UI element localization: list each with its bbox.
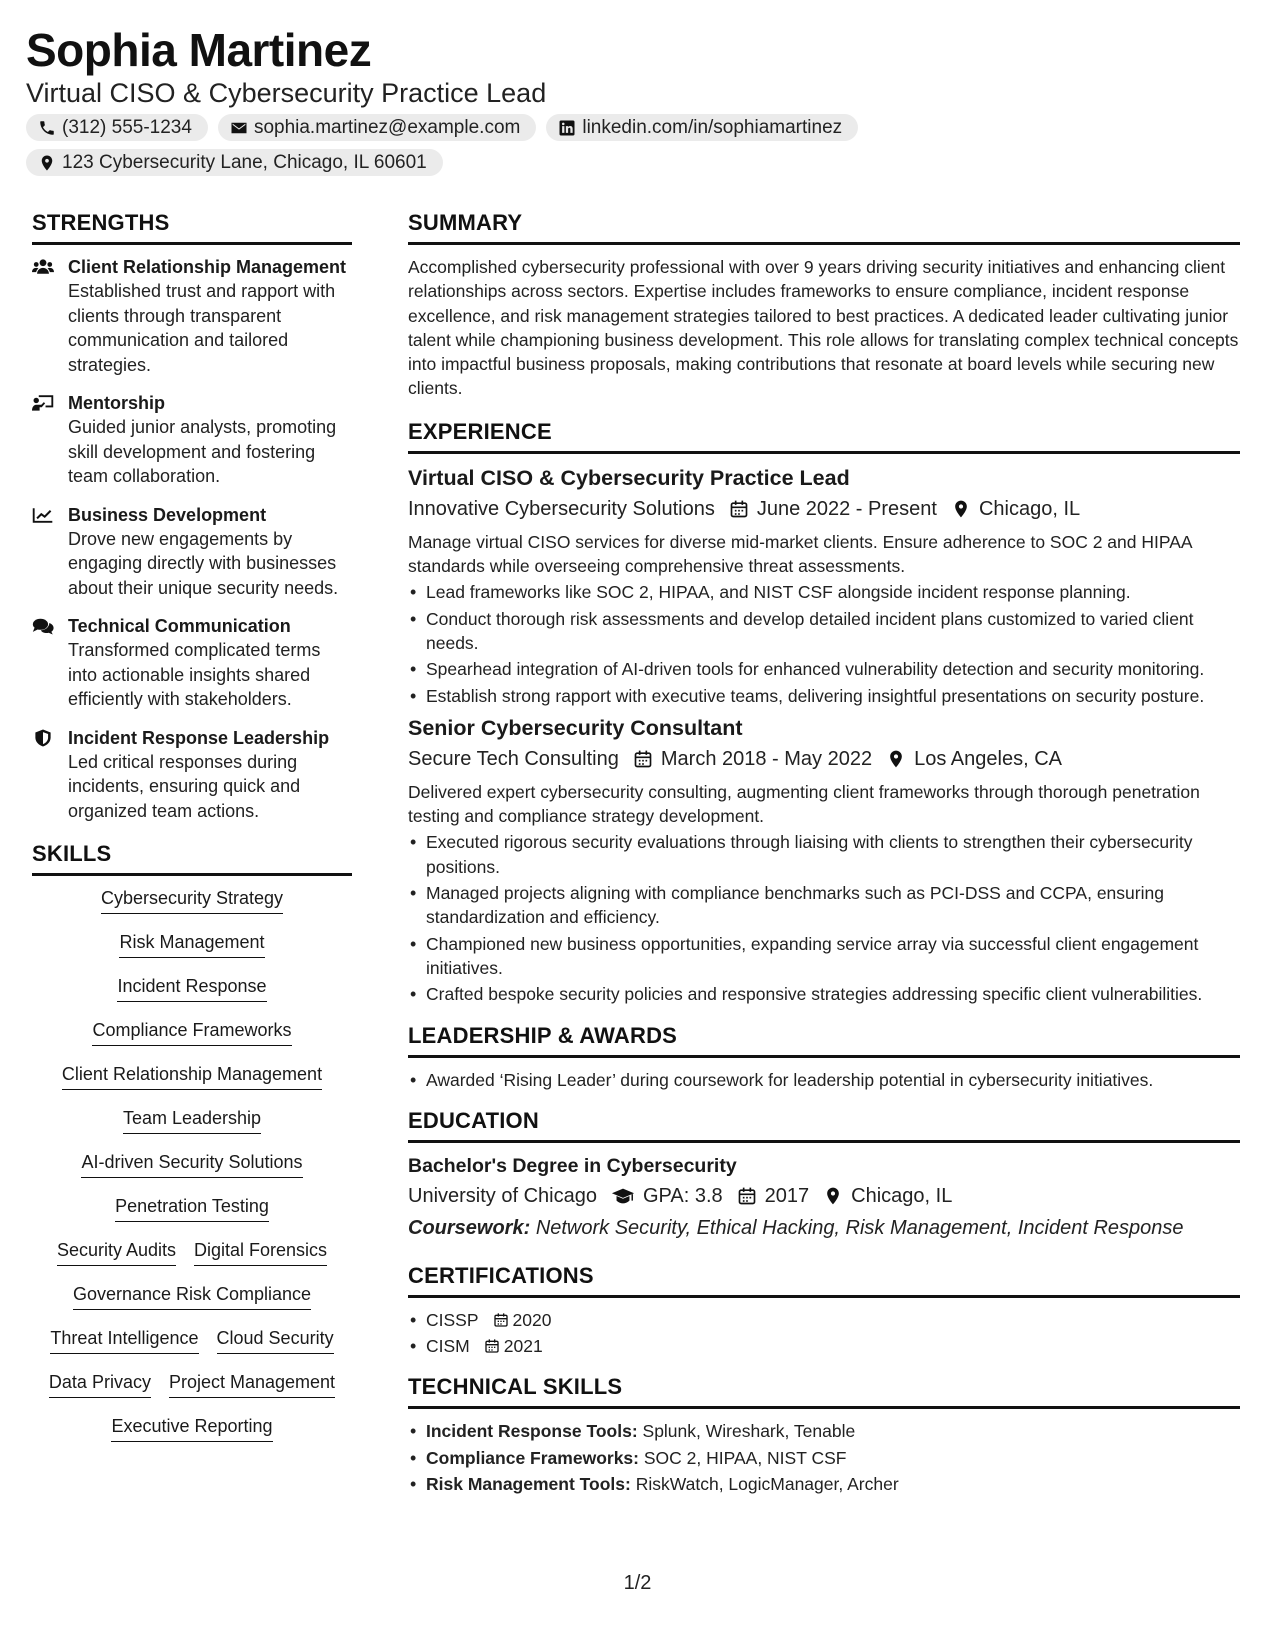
calendar-icon: [737, 1186, 757, 1206]
resume-header: [26, 22, 1246, 176]
strength-name: Client Relationship Management: [68, 257, 347, 277]
strength-item: [32, 726, 352, 824]
left-column: [32, 210, 352, 1458]
job-title: Senior Cybersecurity Consultant: [408, 715, 743, 740]
skill-tag: Project Management: [169, 1370, 335, 1398]
certification-name: • CISM: [426, 1336, 470, 1357]
address-chip[interactable]: [26, 149, 443, 176]
job-entry: [408, 464, 1240, 708]
strength-item: [32, 614, 352, 712]
technical-skill-label: Incident Response Tools:: [426, 1421, 638, 1442]
right-column: [408, 210, 1240, 1498]
job-bullet: • Managed projects aligning with compliance benchmarks such as PCI-DSS and CCPA, ensuring standardization and efficiency.: [408, 881, 1240, 930]
job-title: Virtual CISO & Cybersecurity Practice Lead: [408, 465, 850, 490]
leadership-heading: LEADERSHIP & AWARDS: [408, 1023, 1240, 1058]
technical-skill-label: Risk Management Tools:: [426, 1474, 631, 1495]
technical-skill-item: [408, 1446, 1240, 1470]
job-bullet: • Conduct thorough risk assessments and develop detailed incident plans customized to varied client needs.: [408, 607, 1240, 656]
linkedin-text: linkedin.com/in/sophiamartinez: [582, 116, 843, 138]
certification-year: 2021: [503, 1336, 543, 1357]
skill-tag: Cloud Security: [217, 1326, 334, 1354]
skill-tag: Compliance Frameworks: [92, 1018, 291, 1046]
users-icon: [32, 258, 54, 276]
strength-name: Incident Response Leadership: [68, 727, 330, 748]
envelope-icon: [230, 119, 248, 137]
skill-tag: Threat Intelligence: [50, 1326, 198, 1354]
summary-text: Accomplished cybersecurity professional with over 9 years driving security initiatives and enhancing client relationships across sectors. Expertise includes frameworks to ensure compliance, incident response excellence, and risk management strategies tailored to best practices. A dedicated leader cultivating junior talent while championing business development. This role allows for translating complex technical concepts into impactful business proposals, making contributions that resonate at board levels while securing new clients.: [408, 257, 1239, 399]
school-location: Chicago, IL: [851, 1184, 953, 1207]
job-bullets: [408, 830, 1240, 1006]
job-bullet: • Championed new business opportunities, expanding service array via successful client engagement initiatives.: [408, 932, 1240, 981]
school-name: University of Chicago: [408, 1184, 597, 1207]
email-chip[interactable]: [218, 114, 536, 141]
address-text: 123 Cybersecurity Lane, Chicago, IL 60601: [62, 151, 427, 173]
strength-item: [32, 391, 352, 489]
graduation-cap-icon: [611, 1186, 635, 1206]
skill-tag: Data Privacy: [49, 1370, 151, 1398]
skill-tag: Security Audits: [57, 1238, 176, 1266]
certification-item: [408, 1334, 1240, 1358]
shield-icon: [32, 729, 54, 747]
job-description: Delivered expert cybersecurity consulting, augmenting client frameworks through thorough penetration testing and compliance strategy development.: [408, 781, 1200, 827]
map-marker-icon: [823, 1186, 843, 1206]
phone-icon: [38, 119, 56, 137]
job-bullet: • Lead frameworks like SOC 2, HIPAA, and NIST CSF alongside incident response planning.: [408, 580, 1240, 604]
skill-tag: Risk Management: [119, 930, 264, 958]
job-bullet: • Crafted bespoke security policies and responsive strategies addressing specific client vulnerabilities.: [408, 982, 1240, 1006]
strength-desc: Established trust and rapport with clients through transparent communication and tailored strategies.: [68, 281, 336, 375]
phone-chip[interactable]: [26, 114, 208, 141]
certifications-list: [408, 1308, 1240, 1359]
certification-name: • CISSP: [426, 1309, 479, 1330]
line-chart-icon: [32, 506, 54, 524]
coursework-label: Coursework:: [408, 1216, 531, 1239]
page-indicator: 1/2: [623, 1572, 652, 1594]
company-name: Innovative Cybersecurity Solutions: [408, 497, 715, 520]
strengths-heading: STRENGTHS: [32, 210, 352, 245]
calendar-icon: [633, 749, 653, 769]
skill-tag: Digital Forensics: [194, 1238, 327, 1266]
strength-desc: Transformed complicated terms into actionable insights shared efficiently with stakeholders.: [68, 640, 321, 709]
skill-tag: Client Relationship Management: [62, 1062, 322, 1090]
strength-desc: Drove new engagements by engaging directly with businesses about their unique security needs.: [68, 528, 339, 598]
strength-name: Business Development: [68, 504, 267, 525]
map-marker-icon: [38, 154, 56, 172]
company-name: Secure Tech Consulting: [408, 747, 619, 770]
certification-year: 2020: [512, 1309, 552, 1330]
skill-tag: Governance Risk Compliance: [73, 1282, 311, 1310]
skill-tag: AI-driven Security Solutions: [81, 1150, 302, 1178]
map-marker-icon: [886, 749, 906, 769]
linkedin-icon: [558, 119, 576, 137]
contact-list: [26, 114, 906, 176]
skills-heading: SKILLS: [32, 841, 352, 876]
job-meta: [408, 494, 1240, 524]
strength-desc: Led critical responses during incidents, ensuring quick and organized team actions.: [68, 751, 301, 821]
job-location: Los Angeles, CA: [914, 747, 1062, 770]
job-location: Chicago, IL: [978, 497, 1081, 520]
technical-skills-heading: TECHNICAL SKILLS: [408, 1374, 1240, 1409]
job-meta: [408, 744, 1240, 774]
experience-heading: EXPERIENCE: [408, 419, 1240, 454]
skill-tag: Incident Response: [117, 974, 266, 1002]
strength-item: [32, 255, 352, 377]
job-bullet: • Executed rigorous security evaluations through liaising with clients to strengthen their cybersecurity positions.: [408, 830, 1240, 879]
education-meta: [408, 1181, 1240, 1211]
education-heading: EDUCATION: [408, 1108, 1240, 1143]
job-bullets: [408, 580, 1240, 707]
certifications-heading: CERTIFICATIONS: [408, 1263, 1240, 1298]
skill-tag: Executive Reporting: [111, 1414, 272, 1442]
skill-tag: Team Leadership: [123, 1106, 261, 1134]
job-description: Manage virtual CISO services for diverse mid-market clients. Ensure adherence to SOC 2 and HIPAA standards while overseeing comprehensive threat assessments.: [408, 531, 1192, 577]
email-text: sophia.martinez@example.com: [253, 116, 521, 138]
technical-skill-label: Compliance Frameworks:: [426, 1447, 639, 1468]
technical-skill-value: RiskWatch, LogicManager, Archer: [635, 1474, 899, 1495]
leadership-list: [408, 1068, 1240, 1092]
job-dates: March 2018 - May 2022: [660, 747, 873, 770]
skill-tag: Cybersecurity Strategy: [101, 886, 283, 914]
linkedin-chip[interactable]: [546, 114, 858, 141]
technical-skill-item: [408, 1472, 1240, 1496]
job-bullet: • Establish strong rapport with executive teams, delivering insightful presentations on security posture.: [408, 684, 1240, 708]
skill-tag: Penetration Testing: [115, 1194, 269, 1222]
technical-skills-list: [408, 1419, 1240, 1496]
graduation-year: 2017: [764, 1184, 810, 1207]
coursework: [408, 1213, 1240, 1243]
job-bullet: • Spearhead integration of AI-driven tools for enhanced vulnerability detection and security monitoring.: [408, 657, 1240, 681]
skills-list: [32, 886, 352, 1458]
strength-item: [32, 503, 352, 601]
calendar-icon: [484, 1338, 500, 1354]
chalkboard-teacher-icon: [32, 394, 54, 412]
technical-skill-value: SOC 2, HIPAA, NIST CSF: [643, 1447, 847, 1468]
comments-icon: [32, 617, 54, 635]
strength-desc: Guided junior analysts, promoting skill development and fostering team collaboration.: [68, 417, 337, 486]
technical-skill-item: [408, 1419, 1240, 1443]
job-dates: June 2022 - Present: [756, 497, 937, 520]
degree-name: Bachelor's Degree in Cybersecurity: [408, 1154, 737, 1177]
phone-text: (312) 555-1234: [62, 116, 192, 138]
map-marker-icon: [951, 499, 971, 519]
leadership-item: • Awarded ‘Rising Leader’ during coursework for leadership potential in cybersecurity initiatives.: [408, 1068, 1240, 1092]
job-entry: [408, 714, 1240, 1007]
strength-name: Technical Communication: [68, 616, 291, 636]
candidate-title: Virtual CISO & Cybersecurity Practice Lead: [26, 78, 547, 108]
candidate-name: Sophia Martinez: [26, 24, 372, 76]
summary-heading: SUMMARY: [408, 210, 1240, 245]
coursework-list: Network Security, Ethical Hacking, Risk Management, Incident Response: [535, 1216, 1184, 1239]
strength-name: Mentorship: [68, 393, 165, 413]
certification-item: [408, 1308, 1240, 1332]
calendar-icon: [493, 1312, 509, 1328]
gpa: GPA: 3.8: [642, 1184, 723, 1207]
calendar-icon: [729, 499, 749, 519]
technical-skill-value: Splunk, Wireshark, Tenable: [642, 1421, 856, 1442]
